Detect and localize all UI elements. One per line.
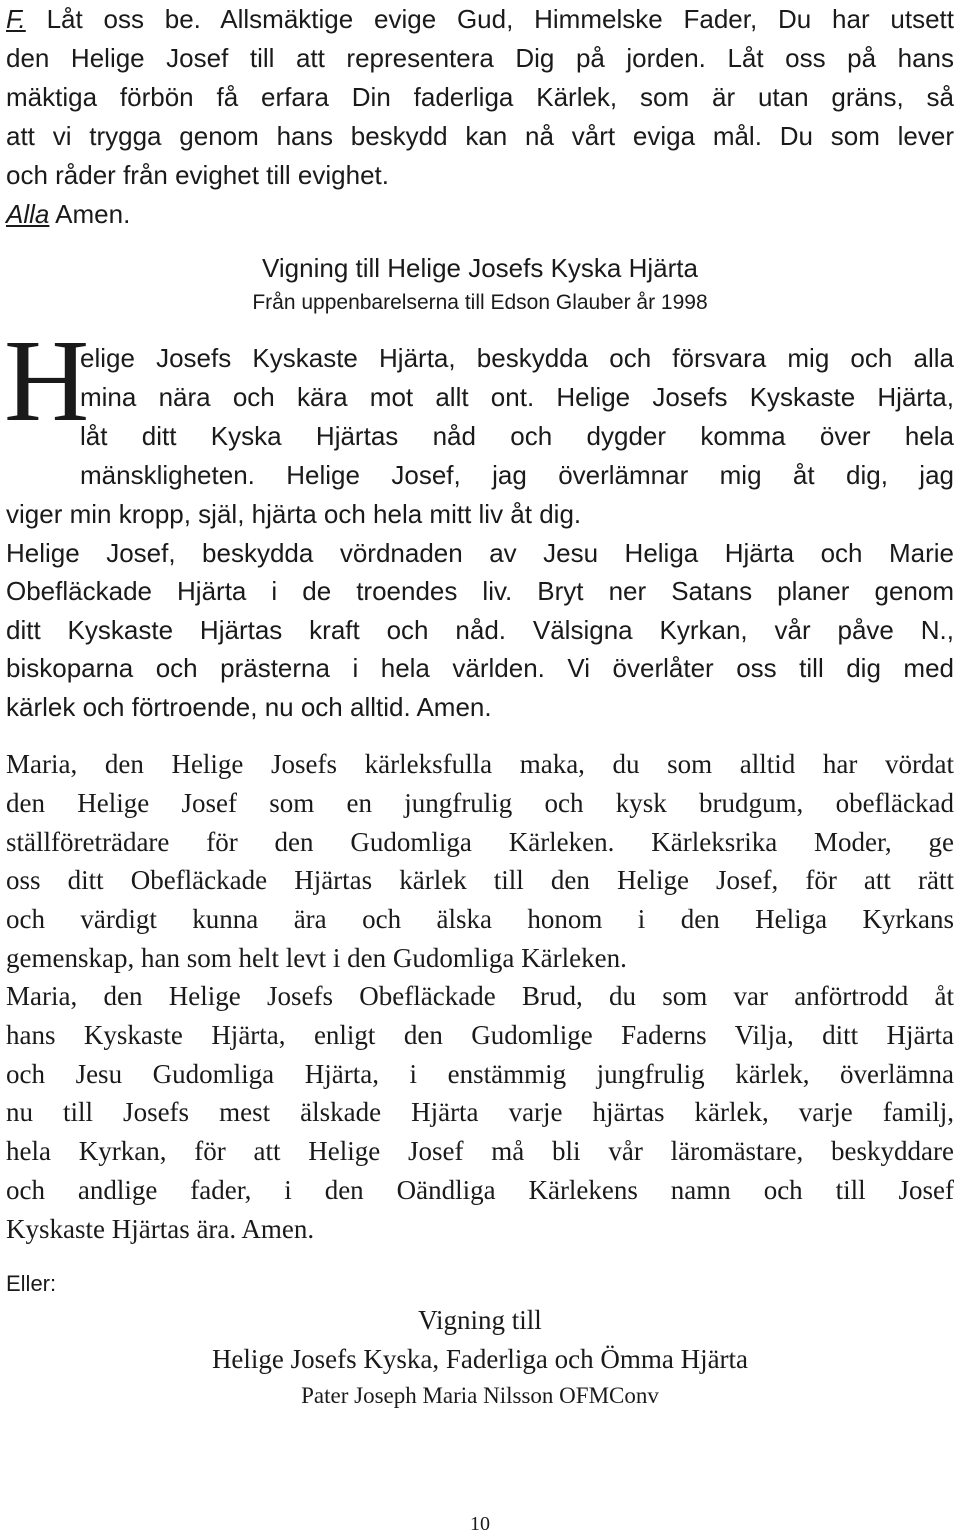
page-number: 10 [470, 1513, 490, 1535]
consecration-line-2: mina nära och kära mot allt ont. Helige Josefs Kyskaste Hjärta, [80, 382, 954, 412]
drop-cap: H [4, 315, 90, 446]
maria2-line-1: Maria, den Helige Josefs Obefläckade Brud, du som var anförtrodd åt [6, 981, 954, 1011]
consecration-line-7: Obefläckade Hjärta i de troendes liv. Bryt ner Satans planer genom [6, 576, 954, 606]
prayer-response: Alla Amen. [6, 199, 131, 229]
consecration-line-8: ditt Kyskaste Hjärtas kraft och nåd. Välsigna Kyrkan, vår påve N., [6, 614, 954, 645]
consecration-2-title-line-2: Helige Josefs Kyska, Faderliga och Ömma Hjärta [211, 1344, 749, 1374]
maria2-line-3: och Jesu Gudomliga Hjärta, i enstämmig jungfrulig kärlek, överlämna [6, 1058, 954, 1089]
prayer-line-2: den Helige Josef till att representera Dig på jorden. Låt oss på hans [6, 43, 954, 73]
consecration-1-indented [80, 339, 954, 495]
prayer-line-3: mäktiga förbön få erfara Din faderliga Kärlek, som är utan gräns, så [6, 82, 954, 112]
consecration-line-6: Helige Josef, beskydda vördnaden av Jesu Heliga Hjärta och Marie [6, 537, 954, 568]
maria2-line-5: hela Kyrkan, för att Helige Josef må bli vår läromästare, beskyddare [6, 1136, 954, 1167]
prayer-line-4: att vi trygga genom hans beskydd kan nå vårt eviga mål. Du som lever [6, 121, 954, 151]
maria-paragraph-1 [6, 745, 954, 978]
leader-marker: F. [6, 4, 26, 34]
consecration-line-1: elige Josefs Kyskaste Hjärta, beskydda och försvara mig och alla [80, 343, 954, 373]
maria1-line-1: Maria, den Helige Josefs kärleksfulla maka, du som alltid har vördat [6, 749, 954, 779]
maria1-line-5: och värdigt kunna ära och älska honom i den Heliga Kyrkans [6, 904, 954, 935]
eller-label: Eller: [6, 1271, 57, 1296]
prayer-line-5: och råder från evighet till evighet. [6, 160, 389, 190]
maria1-line-6: gemenskap, han som helt levt i den Gudomliga Kärleken. [6, 942, 627, 973]
maria1-line-4: oss ditt Obefläckade Hjärtas kärlek till den Helige Josef, för att rätt [6, 865, 954, 896]
maria1-line-3: ställföreträdare för den Gudomliga Kärleken. Kärleksrika Moder, ge [6, 826, 954, 857]
maria-paragraph-2 [6, 977, 954, 1249]
consecration-1-title: Vigning till Helige Josefs Kyska Hjärta [262, 253, 698, 283]
consecration-2-title-line-1: Vigning till [418, 1305, 542, 1335]
consecration-1-subtitle: Från uppenbarelserna till Edson Glauber år 1998 [252, 291, 708, 314]
consecration-line-10: kärlek och förtroende, nu och alltid. Amen. [6, 691, 492, 722]
top-prayer [6, 0, 954, 234]
maria1-line-2: den Helige Josef som en jungfrulig och kysk brudgum, obefläckad [6, 787, 954, 818]
consecration-line-9: biskoparna och prästerna i hela världen. Vi överlåter oss till dig med [6, 653, 954, 683]
response-marker: Alla [6, 199, 50, 229]
maria2-line-4: nu till Josefs mest älskade Hjärta varje hjärtas kärlek, varje familj, [6, 1097, 954, 1128]
prayer-line-1: F. Låt oss be. Allsmäktige evige Gud, Himmelske Fader, Du har utsett [6, 4, 954, 34]
consecration-line-3: låt ditt Kyska Hjärtas nåd och dygder komma över hela [80, 421, 954, 451]
maria2-line-7: Kyskaste Hjärtas ära. Amen. [6, 1213, 315, 1244]
consecration-2-author: Pater Joseph Maria Nilsson OFMConv [301, 1383, 659, 1408]
consecration-1-body [6, 495, 954, 726]
maria2-line-6: och andlige fader, i den Oändliga Kärlekens namn och till Josef [6, 1174, 954, 1205]
consecration-line-5: viger min kropp, själ, hjärta och hela mitt liv åt dig. [6, 499, 582, 529]
consecration-line-4: mänskligheten. Helige Josef, jag överlämnar mig åt dig, jag [80, 460, 954, 490]
maria2-line-2: hans Kyskaste Hjärta, enligt den Gudomlige Faderns Vilja, ditt Hjärta [6, 1019, 954, 1050]
